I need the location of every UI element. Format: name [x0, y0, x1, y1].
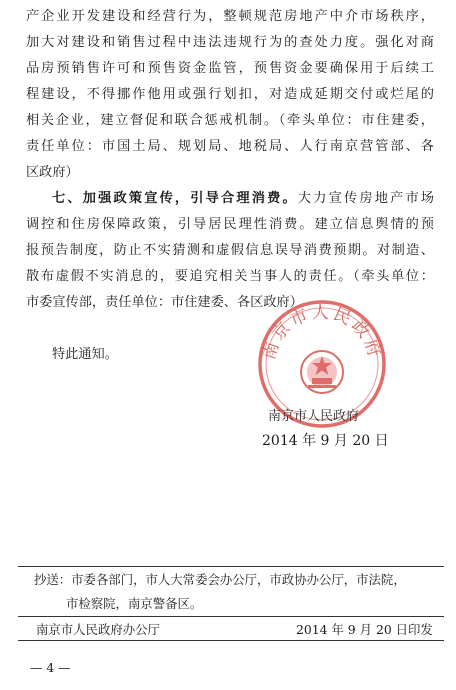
- print-date: 2014 年 9 月 20 日印发: [296, 622, 433, 637]
- text-line: 加大对建设和销售过程中违法违规行为的查处力度。强化对商: [26, 35, 434, 50]
- text-line: 程建设，不得挪作他用或强行划扣，对造成延期交付或烂尾的: [26, 87, 434, 102]
- text-line: 市委宣传部，责任单位：市住建委、各区政府）: [26, 295, 303, 310]
- issuer-name: 南京市人民政府: [268, 409, 360, 424]
- page-number: — 4 —: [30, 660, 71, 675]
- issuing-office: 南京市人民政府办公厅: [36, 622, 160, 637]
- text-line: [26, 186, 434, 212]
- text-line: 散布虚假不实消息的，要追究相关当事人的责任。（牵头单位：: [26, 269, 434, 284]
- signature-date: 2014 年 9 月 20 日: [262, 433, 389, 449]
- distribution-list: [34, 568, 434, 616]
- text-line: 相关企业，建立督促和联合惩戒机制。（牵头单位：市住建委，: [26, 113, 434, 128]
- body-paragraph-1: [26, 4, 434, 186]
- text-line: 责任单位：市国土局、规划局、地税局、人行南京营管部、各: [26, 139, 434, 154]
- divider-top: [18, 566, 444, 567]
- distribution-line-1: 抄送：市委各部门，市人大常委会办公厅，市政协办公厅，市法院，: [34, 572, 406, 587]
- svg-text:南京市人民政府: [259, 303, 385, 362]
- text-line: 报预告制度，防止不实猜测和虚假信息误导消费预期。对制造、: [26, 243, 434, 258]
- divider-middle: [18, 616, 444, 617]
- text-line: 区政府）: [26, 165, 79, 180]
- section-heading: 七、加强政策宣传，引导合理消费。: [52, 191, 298, 206]
- closing-text: 特此通知。: [52, 347, 118, 362]
- text-line: 品房预销售许可和预售资金监管，预售资金要确保用于后续工: [26, 61, 434, 76]
- divider-bottom: [18, 640, 444, 641]
- seal-text: 南京市人民政府: [259, 303, 385, 363]
- national-emblem-icon: [301, 351, 343, 393]
- text-line: 产企业开发建设和经营行为，整顿规范房地产中介市场秩序，: [26, 9, 434, 24]
- text-line: 调控和住房保障政策，引导居民理性消费。建立信息舆情的预: [26, 217, 434, 232]
- heading-continuation: 大力宣传房地产市场: [297, 191, 434, 206]
- distribution-line-2: 市检察院，南京警备区。: [66, 596, 203, 611]
